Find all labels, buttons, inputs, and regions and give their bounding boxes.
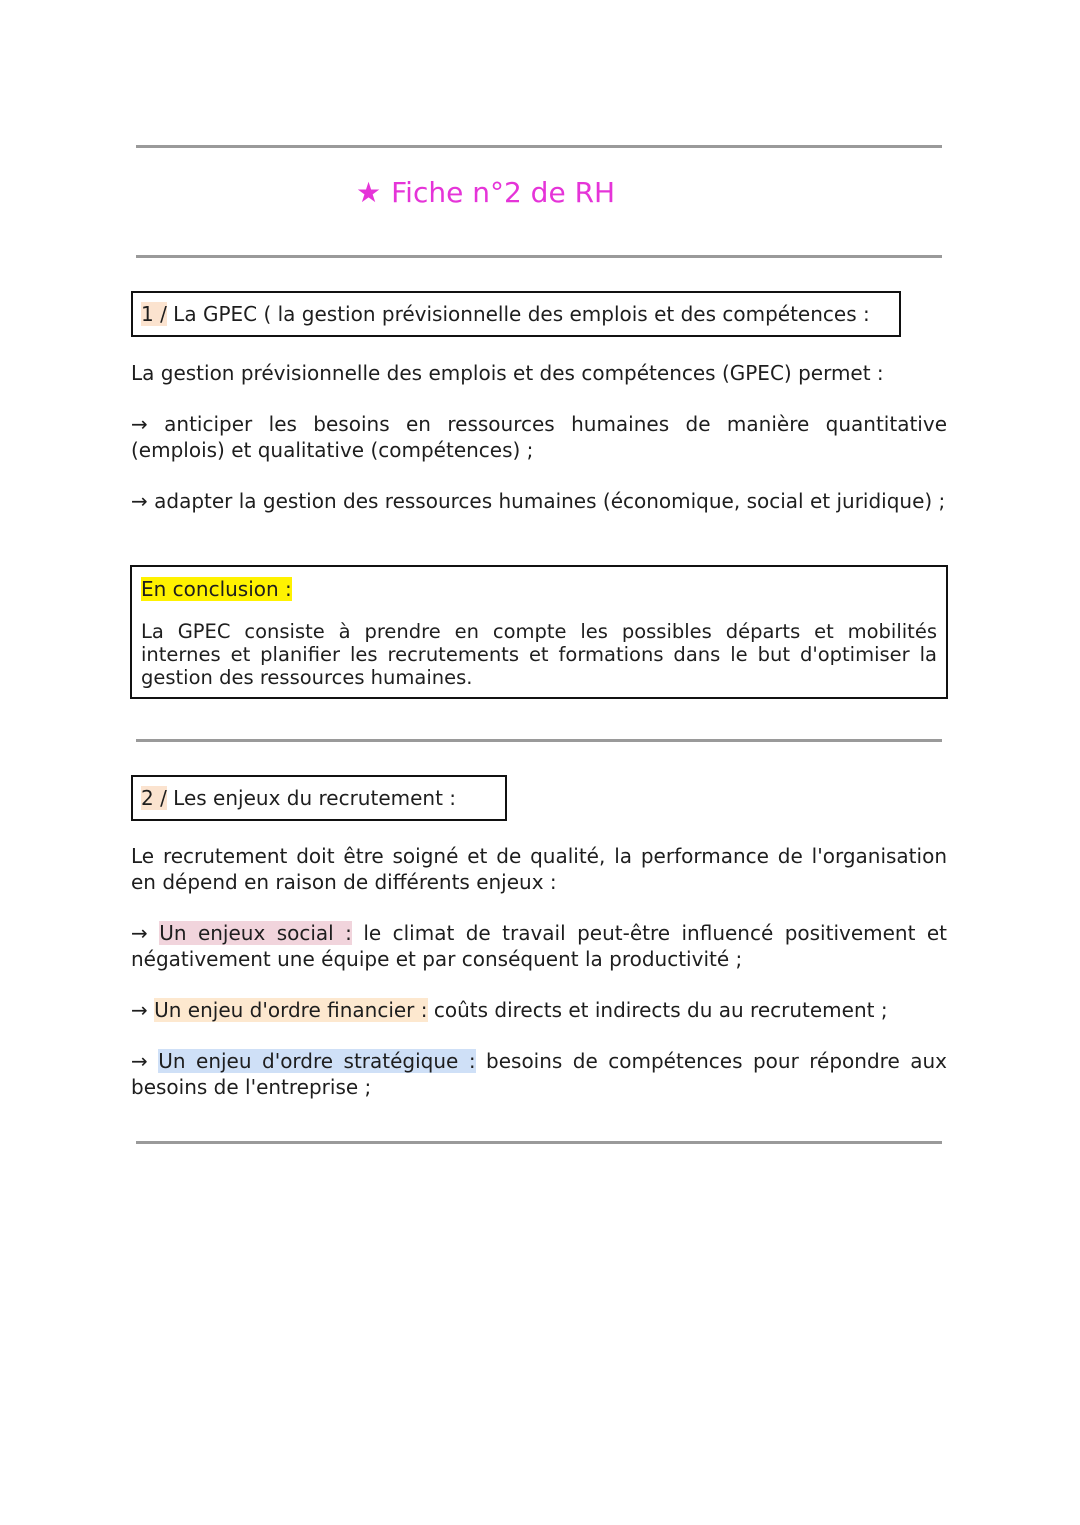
section2-heading [133, 777, 505, 810]
top-divider [136, 145, 942, 148]
section2-bullet [131, 997, 947, 1023]
bullet-label: Un enjeux social : [159, 921, 352, 945]
conclusion-label: En conclusion : [141, 577, 292, 601]
arrow-icon: → [131, 998, 148, 1022]
section1-bullet [131, 411, 947, 463]
section-divider [136, 739, 942, 742]
section1-number: 1 / [141, 302, 167, 326]
section2-number: 2 / [141, 786, 167, 810]
arrow-icon: → [131, 412, 148, 436]
section2-heading-text: Les enjeux du recrutement : [166, 786, 457, 810]
bullet-text: besoins de compétences pour répondre aux besoins de l'entreprise ; [131, 1049, 947, 1099]
bullet-text: adapter la gestion des ressources humaines (économique, social et juridique) ; [147, 489, 946, 513]
conclusion-text: La GPEC consiste à prendre en compte les possibles départs et mobilités internes et planifier les recrutements et formations dans le but d'optimiser la gestion des ressources humaines. [141, 620, 937, 689]
section1-heading-box [131, 291, 901, 337]
section2-bullet [131, 920, 947, 972]
section2-bullet [131, 1048, 947, 1100]
arrow-icon: → [131, 1049, 148, 1073]
bullet-text: coûts directs et indirects du au recrutement ; [427, 998, 888, 1022]
star-icon: ★ [356, 176, 382, 209]
arrow-icon: → [131, 921, 148, 945]
conclusion-box [130, 565, 948, 699]
bullet-text: le climat de travail peut-être influencé positivement et négativement une équipe et par conséquent la productivité ; [131, 921, 948, 971]
bottom-divider [136, 1141, 942, 1144]
bullet-label: Un enjeu d'ordre financier : [154, 998, 428, 1022]
section1-intro: La gestion prévisionnelle des emplois et des compétences (GPEC) permet : [131, 361, 884, 385]
section1-heading [133, 293, 899, 326]
bullet-label: Un enjeu d'ordre stratégique : [158, 1049, 476, 1073]
arrow-icon: → [131, 489, 148, 513]
bullet-text: anticiper les besoins en ressources humaines de manière quantitative (emplois) et qualitative (compétences) ; [131, 412, 947, 462]
section1-bullet [131, 488, 947, 514]
section1-heading-text: La GPEC ( la gestion prévisionnelle des emplois et des compétences : [166, 302, 870, 326]
page-title-text: Fiche n°2 de RH [391, 176, 616, 209]
title-divider [136, 255, 942, 258]
page-title [356, 176, 615, 209]
section2-intro: Le recrutement doit être soigné et de qualité, la performance de l'organisation en dépend en raison de différents enjeux : [131, 844, 947, 894]
section2-heading-box [131, 775, 507, 821]
